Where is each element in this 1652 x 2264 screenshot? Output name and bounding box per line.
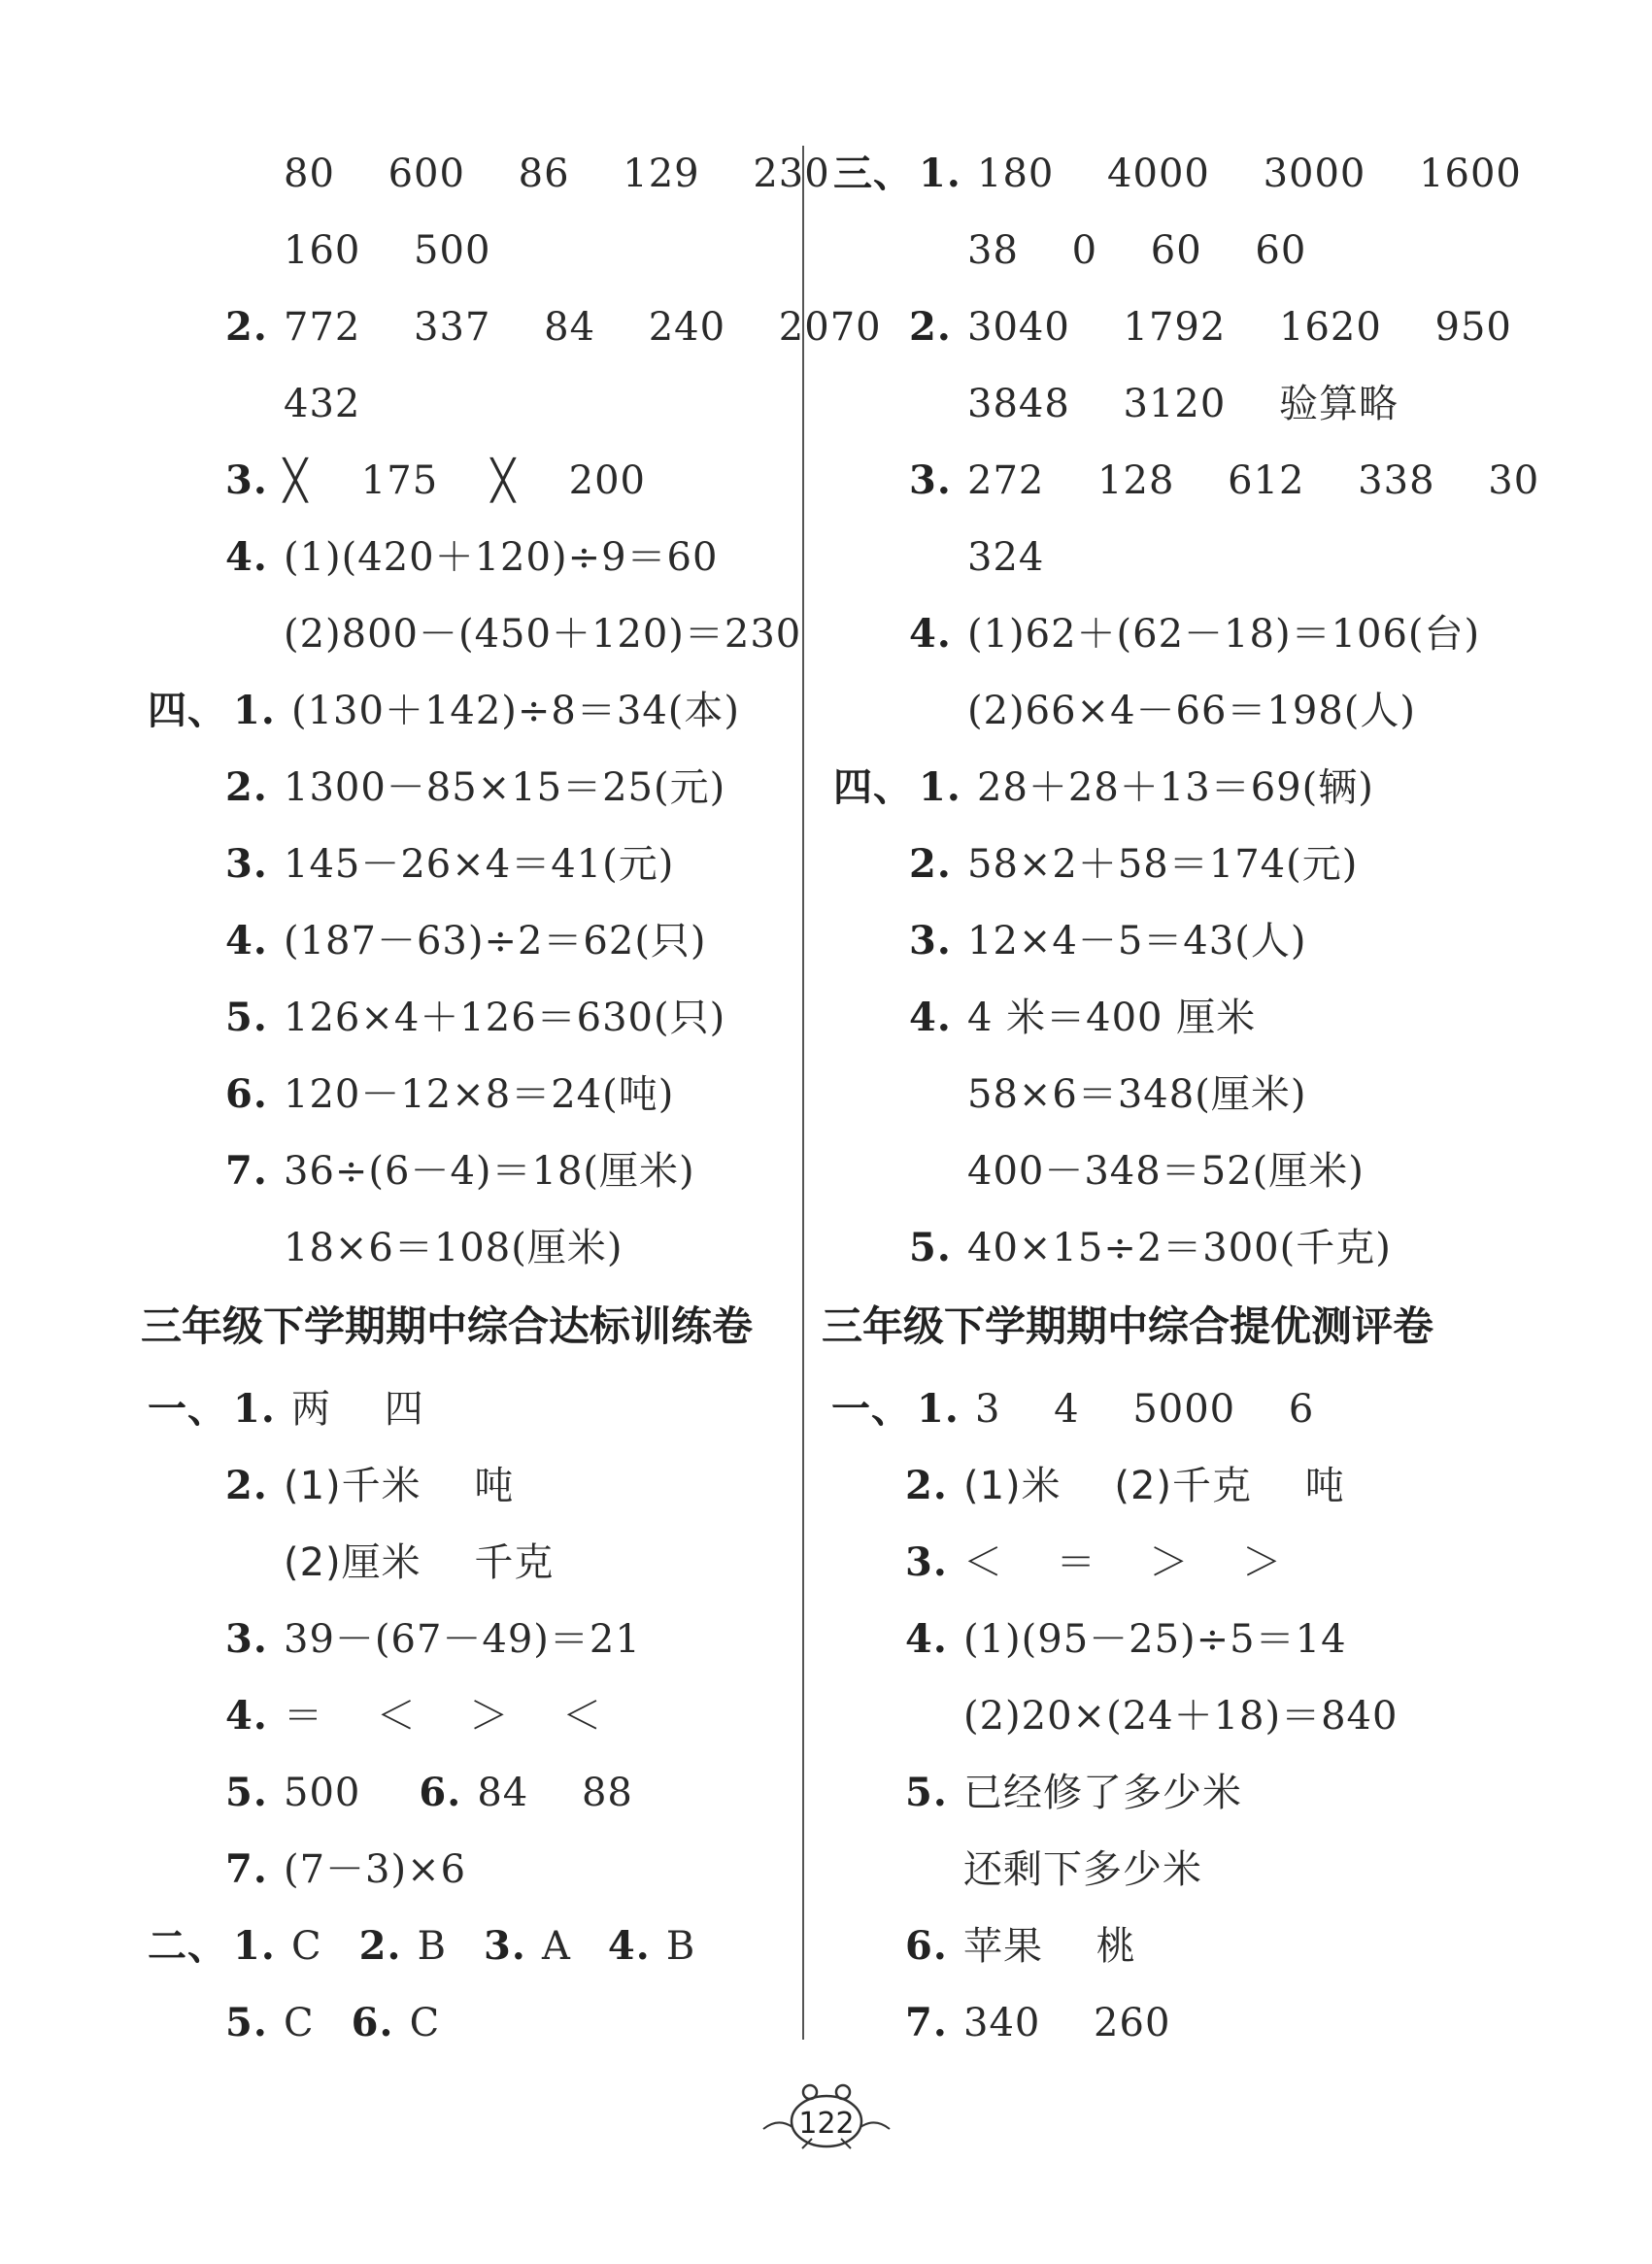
answer-line: 二、 1. C 2. B 3. A 4. B — [148, 1923, 696, 1969]
answer-line: 7. 340 260 — [905, 2000, 1171, 2045]
answer-line: 三、 1. 180 4000 3000 1600 — [833, 151, 1522, 196]
answer-line: 4. (1)(420＋120)÷9＝60 — [225, 534, 719, 580]
page-number-text: 122 — [798, 2107, 855, 2141]
answer-line: 2. 58×2＋58＝174(元) — [909, 841, 1359, 887]
answer-line: 18×6＝108(厘米) — [284, 1226, 624, 1270]
answer-line: 58×6＝348(厘米) — [967, 1072, 1307, 1117]
answer-line: 5. C 6. C — [225, 2000, 441, 2045]
answer-line: 5. 126×4＋126＝630(只) — [225, 995, 726, 1040]
answer-line: (2)800－(450＋120)＝230 — [284, 612, 802, 657]
page-number — [744, 2078, 909, 2156]
column-divider — [802, 146, 804, 2040]
answer-line: 2. 772 337 84 240 2070 — [225, 304, 882, 350]
answer-line: (2)20×(24＋18)＝840 — [963, 1694, 1399, 1739]
section-heading: 三年级下学期期中综合提优测评卷 — [822, 1302, 1434, 1350]
answer-line: 2. (1)米 (2)千克 吨 — [905, 1463, 1345, 1508]
answer-line: 4. (187－63)÷2＝62(只) — [225, 918, 707, 963]
answer-line: 6. 120－12×8＝24(吨) — [225, 1071, 675, 1117]
answer-line: 4. (1)(95－25)÷5＝14 — [905, 1616, 1347, 1662]
answer-line: 6. 苹果 桃 — [905, 1923, 1136, 1969]
answer-line: 2. 1300－85×15＝25(元) — [225, 764, 726, 810]
answer-line: 四、 1. (130＋142)÷8＝34(本) — [148, 688, 740, 733]
answer-line: 160 500 — [284, 228, 491, 273]
answer-line: 5. 500 6. 84 88 — [225, 1770, 633, 1815]
answer-line: 3. 272 128 612 338 30 — [909, 457, 1540, 503]
answer-line: 400－348＝52(厘米) — [967, 1149, 1365, 1194]
answer-line: 3. 12×4－5＝43(人) — [909, 918, 1307, 963]
answer-line: 四、 1. 28＋28＋13＝69(辆) — [833, 764, 1374, 810]
answer-line: 3. ╳ 175 ╳ 200 — [225, 457, 647, 503]
section-heading: 三年级下学期期中综合达标训练卷 — [141, 1302, 754, 1350]
answer-line: 3. 145－26×4＝41(元) — [225, 841, 675, 887]
answer-line: 4. (1)62＋(62－18)＝106(台) — [909, 611, 1481, 657]
answer-line: 4. ＝ ＜ ＞ ＜ — [225, 1693, 603, 1739]
answer-line: 3. ＜ ＝ ＞ ＞ — [905, 1539, 1283, 1585]
page-mascot-icon — [744, 2078, 909, 2156]
answer-line: 324 — [967, 535, 1045, 580]
answer-line: 一、 1. 两 四 — [148, 1386, 424, 1432]
answer-line: (2)厘米 千克 — [284, 1540, 555, 1585]
answer-line: 80 600 86 129 230 — [284, 152, 830, 196]
answer-line: 7. (7－3)×6 — [225, 1846, 467, 1892]
answer-line: 38 0 60 60 — [967, 228, 1307, 273]
answer-line: 3. 39－(67－49)＝21 — [225, 1616, 641, 1662]
answer-line: 5. 已经修了多少米 — [905, 1770, 1242, 1815]
answer-line: 还剩下多少米 — [963, 1847, 1202, 1892]
answer-line: 2. 3040 1792 1620 950 — [909, 304, 1512, 350]
answer-line: 5. 40×15÷2＝300(千克) — [909, 1225, 1392, 1270]
answer-line: 3848 3120 验算略 — [967, 382, 1399, 426]
answer-line: (2)66×4－66＝198(人) — [967, 689, 1416, 733]
answer-line: 432 — [284, 382, 361, 426]
answer-line: 2. (1)千米 吨 — [225, 1463, 515, 1508]
answer-line: 4. 4 米＝400 厘米 — [909, 995, 1257, 1040]
answer-line: 7. 36÷(6－4)＝18(厘米) — [225, 1148, 695, 1194]
answer-line: 一、 1. 3 4 5000 6 — [831, 1386, 1315, 1432]
